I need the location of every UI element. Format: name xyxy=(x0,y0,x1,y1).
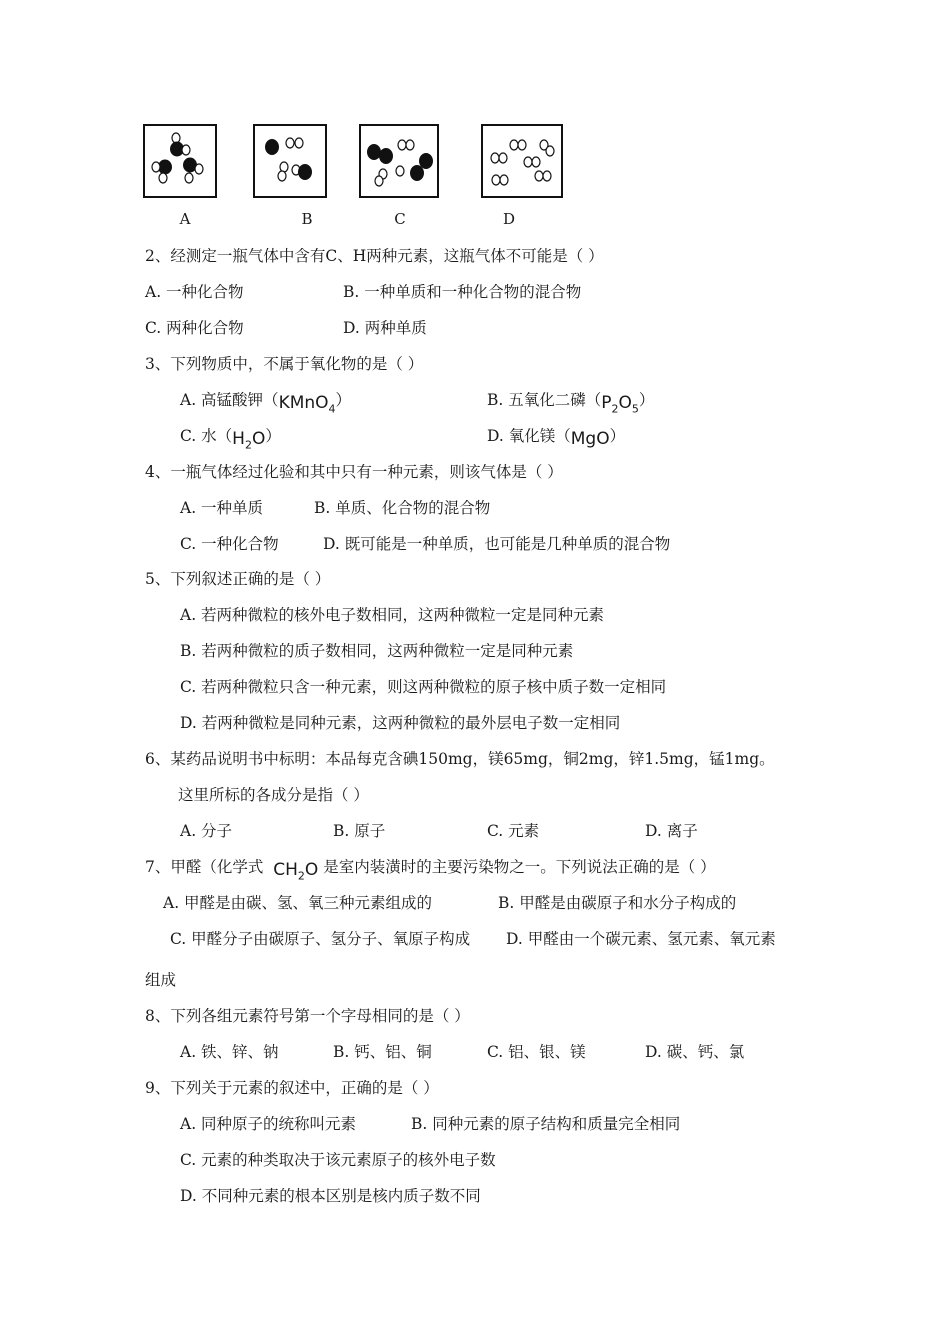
formula-sub-2: 2 xyxy=(297,869,305,883)
q4-option-d: D. 既可能是一种单质，也可能是几种单质的混合物 xyxy=(323,535,671,553)
q3-option-c xyxy=(180,426,281,452)
q6-option-d: D. 离子 xyxy=(645,822,698,840)
q3-option-b xyxy=(487,390,654,416)
molecule-diagram-a-icon xyxy=(143,124,217,198)
q3-option-a-close: ） xyxy=(335,391,352,409)
formula-p-text: P xyxy=(601,393,612,413)
q3-option-a-formula xyxy=(279,393,336,419)
q8-option-a: A. 铁、锌、钠 xyxy=(180,1043,279,1061)
formula-sub-2: 2 xyxy=(244,438,252,452)
molecule-diagram-d-icon xyxy=(481,124,563,198)
q3-option-c-label: C. 水（ xyxy=(180,427,233,445)
formula-sub-2: 2 xyxy=(611,402,619,416)
q2-option-b: B. 一种单质和一种化合物的混合物 xyxy=(343,283,582,301)
q9-option-b: B. 同种元素的原子结构和质量完全相同 xyxy=(411,1115,681,1133)
q7-stem-prefix: 7、甲醛（化学式 xyxy=(145,858,264,876)
formula-h-text: H xyxy=(232,429,245,449)
q6-stem-continued: 这里所标的各成分是指（ ） xyxy=(178,786,369,804)
q9-option-a: A. 同种原子的统称叫元素 xyxy=(180,1115,357,1133)
figure-b-molecule-box xyxy=(253,124,327,198)
q7-stem xyxy=(145,857,716,883)
q3-option-b-label: B. 五氧化二磷（ xyxy=(487,391,602,409)
q5-option-c: C. 若两种微粒只含一种元素，则这两种微粒的原子核中质子数一定相同 xyxy=(180,678,667,696)
formula-o-text: O xyxy=(304,860,319,880)
formula-sub-5: 5 xyxy=(631,402,639,416)
q4-option-c: C. 一种化合物 xyxy=(180,535,279,553)
q7-formula xyxy=(273,860,318,886)
q7-option-d-continued: 组成 xyxy=(145,971,177,989)
q3-option-a-label: A. 高锰酸钾（ xyxy=(180,391,279,409)
q3-option-c-formula xyxy=(232,429,265,455)
q8-option-d: D. 碳、钙、氯 xyxy=(645,1043,745,1061)
q3-stem: 3、下列物质中，不属于氧化物的是（ ） xyxy=(145,355,424,373)
q3-option-d-formula: MgO xyxy=(570,429,610,449)
q6-option-a: A. 分子 xyxy=(180,822,233,840)
q4-option-b: B. 单质、化合物的混合物 xyxy=(314,499,491,517)
q3-option-a xyxy=(180,390,351,416)
q9-stem: 9、下列关于元素的叙述中，正确的是（ ） xyxy=(145,1079,439,1097)
q9-option-d: D. 不同种元素的根本区别是核内质子数不同 xyxy=(180,1187,481,1205)
q7-option-d: D. 甲醛由一个碳元素、氢元素、氧元素 xyxy=(506,930,776,948)
q5-stem: 5、下列叙述正确的是（ ） xyxy=(145,570,331,588)
q2-stem: 2、经测定一瓶气体中含有C、H两种元素，这瓶气体不可能是（ ） xyxy=(145,247,604,265)
formula-kmno-text: KMnO xyxy=(278,393,329,413)
q2-option-d: D. 两种单质 xyxy=(343,319,427,337)
q2-option-a: A. 一种化合物 xyxy=(145,283,244,301)
q5-option-b: B. 若两种微粒的质子数相同，这两种微粒一定是同种元素 xyxy=(180,642,574,660)
figure-label-c: C xyxy=(394,210,406,228)
q6-stem: 6、某药品说明书中标明：本品每克含碘150mg，镁65mg，铜2mg，锌1.5mg，锰1mg。 xyxy=(145,750,775,768)
formula-o-text: O xyxy=(251,429,266,449)
q4-option-a: A. 一种单质 xyxy=(180,499,264,517)
figure-c-molecule-box xyxy=(359,124,439,198)
q7-option-a: A. 甲醛是由碳、氢、氧三种元素组成的 xyxy=(163,894,433,912)
figure-label-a: A xyxy=(179,210,191,228)
molecule-diagram-c-icon xyxy=(359,124,439,198)
formula-sub-4: 4 xyxy=(328,402,336,416)
figure-d-molecule-box xyxy=(481,124,563,198)
q3-option-d-close: ） xyxy=(609,427,626,445)
q4-stem: 4、一瓶气体经过化验和其中只有一种元素，则该气体是（ ） xyxy=(145,463,563,481)
q8-stem: 8、下列各组元素符号第一个字母相同的是（ ） xyxy=(145,1007,470,1025)
q8-option-b: B. 钙、铝、铜 xyxy=(333,1043,432,1061)
figure-label-b: B xyxy=(301,210,313,228)
q3-option-b-formula xyxy=(601,393,639,419)
figure-label-d: D xyxy=(502,210,516,228)
q3-option-c-close: ） xyxy=(265,427,281,445)
formula-ch-text: CH xyxy=(273,860,298,880)
q5-option-d: D. 若两种微粒是同种元素，这两种微粒的最外层电子数一定相同 xyxy=(180,714,621,732)
q7-option-c: C. 甲醛分子由碳原子、氢分子、氧原子构成 xyxy=(170,930,471,948)
figure-a-molecule-box xyxy=(143,124,217,198)
q2-option-c: C. 两种化合物 xyxy=(145,319,244,337)
q5-option-a: A. 若两种微粒的核外电子数相同，这两种微粒一定是同种元素 xyxy=(180,606,605,624)
q7-stem-suffix: 是室内装潢时的主要污染物之一。下列说法正确的是（ ） xyxy=(323,858,716,876)
q8-option-c: C. 铝、银、镁 xyxy=(487,1043,586,1061)
q3-option-b-close: ） xyxy=(638,391,655,409)
q3-option-d-label: D. 氧化镁（ xyxy=(487,427,571,445)
q3-option-d xyxy=(487,426,626,449)
q9-option-c: C. 元素的种类取决于该元素原子的核外电子数 xyxy=(180,1151,496,1169)
formula-o-text: O xyxy=(618,393,632,413)
q7-option-b: B. 甲醛是由碳原子和水分子构成的 xyxy=(498,894,737,912)
q6-option-c: C. 元素 xyxy=(487,822,540,840)
q6-option-b: B. 原子 xyxy=(333,822,386,840)
molecule-diagram-b-icon xyxy=(253,124,327,198)
